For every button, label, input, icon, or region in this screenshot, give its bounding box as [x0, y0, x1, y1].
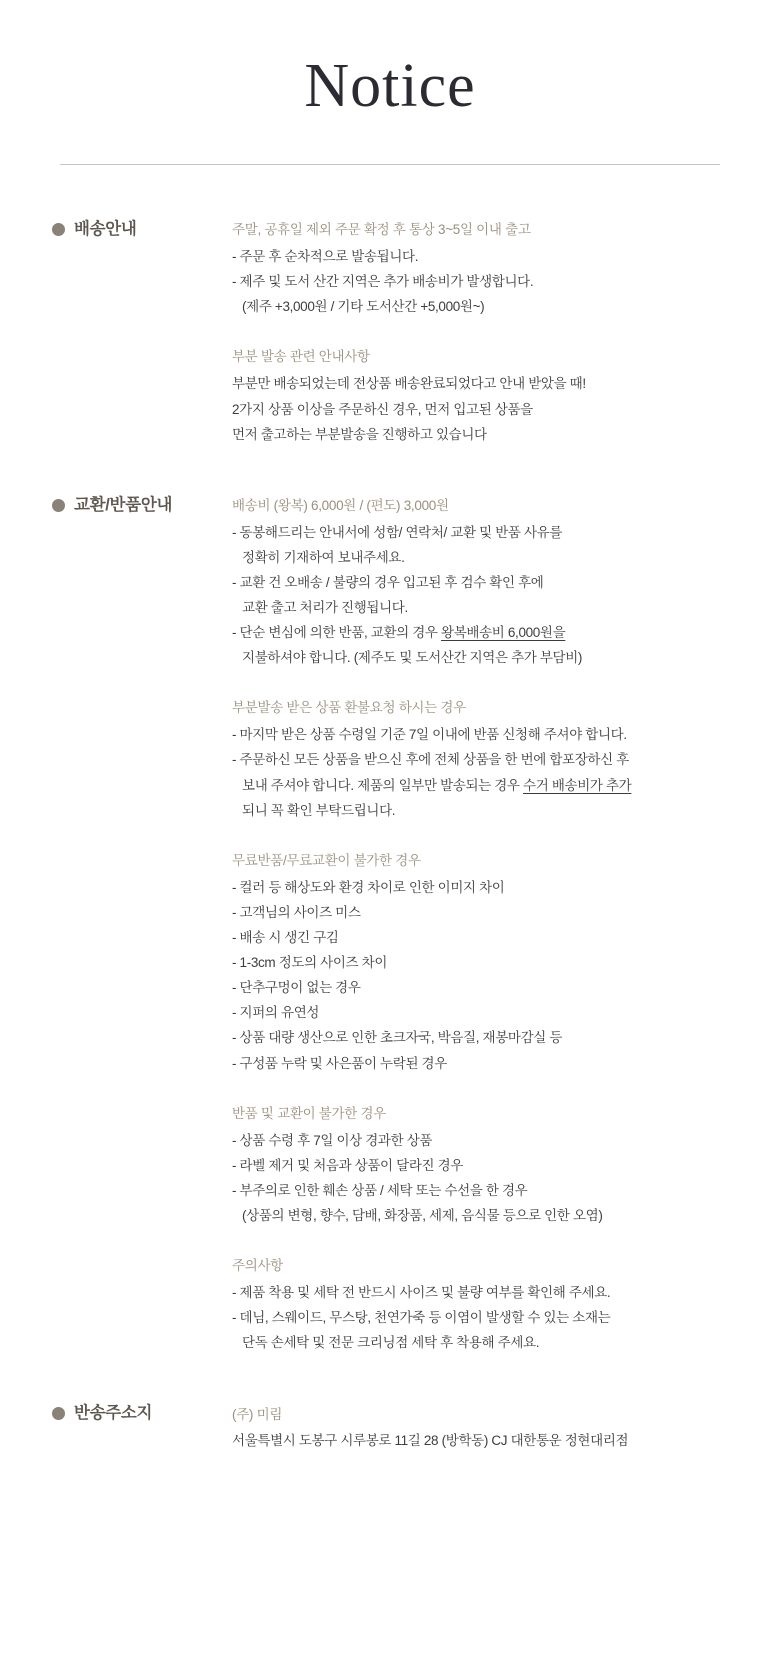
block-line: - 교환 건 오배송 / 불량의 경우 입고된 후 검수 확인 후에	[232, 574, 544, 590]
section-body-return-address	[232, 1401, 750, 1453]
emphasis-text: 수거 배송비가 추가	[523, 777, 632, 793]
block-line: 되니 꼭 확인 부탁드립니다.	[242, 802, 396, 818]
block-line: - 고객님의 사이즈 미스	[232, 904, 361, 920]
block-line: - 주문 후 순차적으로 발송됩니다.	[232, 249, 419, 265]
block-line: - 제주 및 도서 산간 지역은 추가 배송비가 발생합니다.	[232, 274, 534, 290]
block-line: - 마지막 받은 상품 수령일 기준 7일 이내에 반품 신청해 주셔야 합니다.	[232, 727, 627, 743]
block-shipping-schedule	[232, 218, 750, 319]
section-title: 배송안내	[74, 220, 137, 239]
block-heading: 무료반품/무료교환이 불가한 경우	[232, 852, 421, 868]
block-heading: 배송비 (왕복) 6,000원 / (편도) 3,000원	[232, 497, 449, 513]
block-return-not-allowed	[232, 1102, 750, 1228]
address-line: 서울특별시 도봉구 시루봉로 11길 28 (방학동) CJ 대한통운 정현대리점	[232, 1433, 629, 1448]
block-line: 부분만 배송되었는데 전상품 배송완료되었다고 안내 받았을 때!	[232, 376, 586, 392]
block-line: - 부주의로 인한 훼손 상품 / 세탁 또는 수선을 한 경우	[232, 1182, 528, 1198]
section-shipping	[0, 217, 780, 447]
block-line: 교환 출고 처리가 진행됩니다.	[242, 600, 408, 616]
block-line: - 컬러 등 해상도와 환경 차이로 인한 이미지 차이	[232, 879, 505, 895]
block-line: - 단추구멍이 없는 경우	[232, 980, 361, 996]
block-line: - 지퍼의 유연성	[232, 1005, 320, 1021]
block-line: - 구성품 누락 및 사은품이 누락된 경우	[232, 1055, 447, 1071]
section-heading-exchange-return	[52, 493, 232, 518]
block-line: 먼저 출고하는 부분발송을 진행하고 있습니다	[232, 426, 487, 442]
notice-sections	[0, 165, 780, 1523]
block-heading: 부분 발송 관련 안내사항	[232, 349, 370, 365]
block-line: - 주문하신 모든 상품을 받으신 후에 전체 상품을 한 번에 합포장하신 후	[232, 752, 629, 768]
block-heading: 반품 및 교환이 불가한 경우	[232, 1105, 386, 1121]
bullet-icon	[52, 499, 65, 512]
block-line: (제주 +3,000원 / 기타 도서산간 +5,000원~)	[242, 299, 485, 315]
block-line: - 상품 대량 생산으로 인한 초크자국, 박음질, 재봉마감실 등	[232, 1030, 563, 1046]
section-heading-shipping	[52, 217, 232, 242]
block-line: 단독 손세탁 및 전문 크리닝점 세탁 후 착용해 주세요.	[242, 1335, 540, 1351]
block-cautions	[232, 1254, 750, 1355]
block-line: - 상품 수령 후 7일 이상 경과한 상품	[232, 1132, 433, 1148]
block-line-underlined: 보내 주셔야 합니다. 제품의 일부만 발송되는 경우 수거 배송비가 추가	[242, 777, 632, 793]
block-heading: 주의사항	[232, 1258, 283, 1274]
block-line: (상품의 변형, 향수, 담배, 화장품, 세제, 음식물 등으로 인한 오염)	[242, 1207, 603, 1223]
section-body-exchange-return	[232, 493, 750, 1356]
block-no-free-return	[232, 849, 750, 1076]
block-line: - 동봉해드리는 안내서에 성함/ 연락처/ 교환 및 반품 사유를	[232, 524, 563, 540]
block-line: - 1-3cm 정도의 사이즈 차이	[232, 955, 388, 971]
block-heading: 주말, 공휴일 제외 주문 확정 후 통상 3~5일 이내 출고	[232, 222, 531, 238]
block-line: 2가지 상품 이상을 주문하신 경우, 먼저 입고된 상품을	[232, 401, 533, 417]
section-heading-return-address	[52, 1401, 232, 1426]
block-line: - 데님, 스웨이드, 무스탕, 천연가죽 등 이염이 발생할 수 있는 소재는	[232, 1310, 611, 1326]
company-name: (주) 미림	[232, 1407, 283, 1423]
bullet-icon	[52, 1407, 65, 1420]
block-line: - 라벨 제거 및 처음과 상품이 달라진 경우	[232, 1157, 464, 1173]
block-line: - 배송 시 생긴 구김	[232, 930, 339, 945]
block-partial-shipping	[232, 345, 750, 446]
section-exchange-return	[0, 493, 780, 1356]
section-return-address	[0, 1401, 780, 1453]
emphasis-text: 왕복배송비 6,000원을	[441, 625, 566, 641]
bullet-icon	[52, 223, 65, 236]
block-address	[232, 1402, 750, 1453]
section-title: 교환/반품안내	[74, 495, 173, 514]
block-line-underlined: - 단순 변심에 의한 반품, 교환의 경우 왕복배송비 6,000원을	[232, 625, 566, 641]
section-body-shipping	[232, 217, 750, 447]
block-line: 정확히 기재하여 보내주세요.	[242, 549, 405, 565]
page-title: Notice	[304, 52, 476, 120]
block-partial-refund	[232, 696, 750, 822]
section-title: 반송주소지	[74, 1404, 153, 1423]
block-heading: 부분발송 받은 상품 환불요청 하시는 경우	[232, 700, 466, 716]
block-line: 지불하셔야 합니다. (제주도 및 도서산간 지역은 추가 부담비)	[242, 650, 583, 666]
block-shipping-fee	[232, 494, 750, 671]
block-line: - 제품 착용 및 세탁 전 반드시 사이즈 및 불량 여부를 확인해 주세요.	[232, 1285, 611, 1301]
